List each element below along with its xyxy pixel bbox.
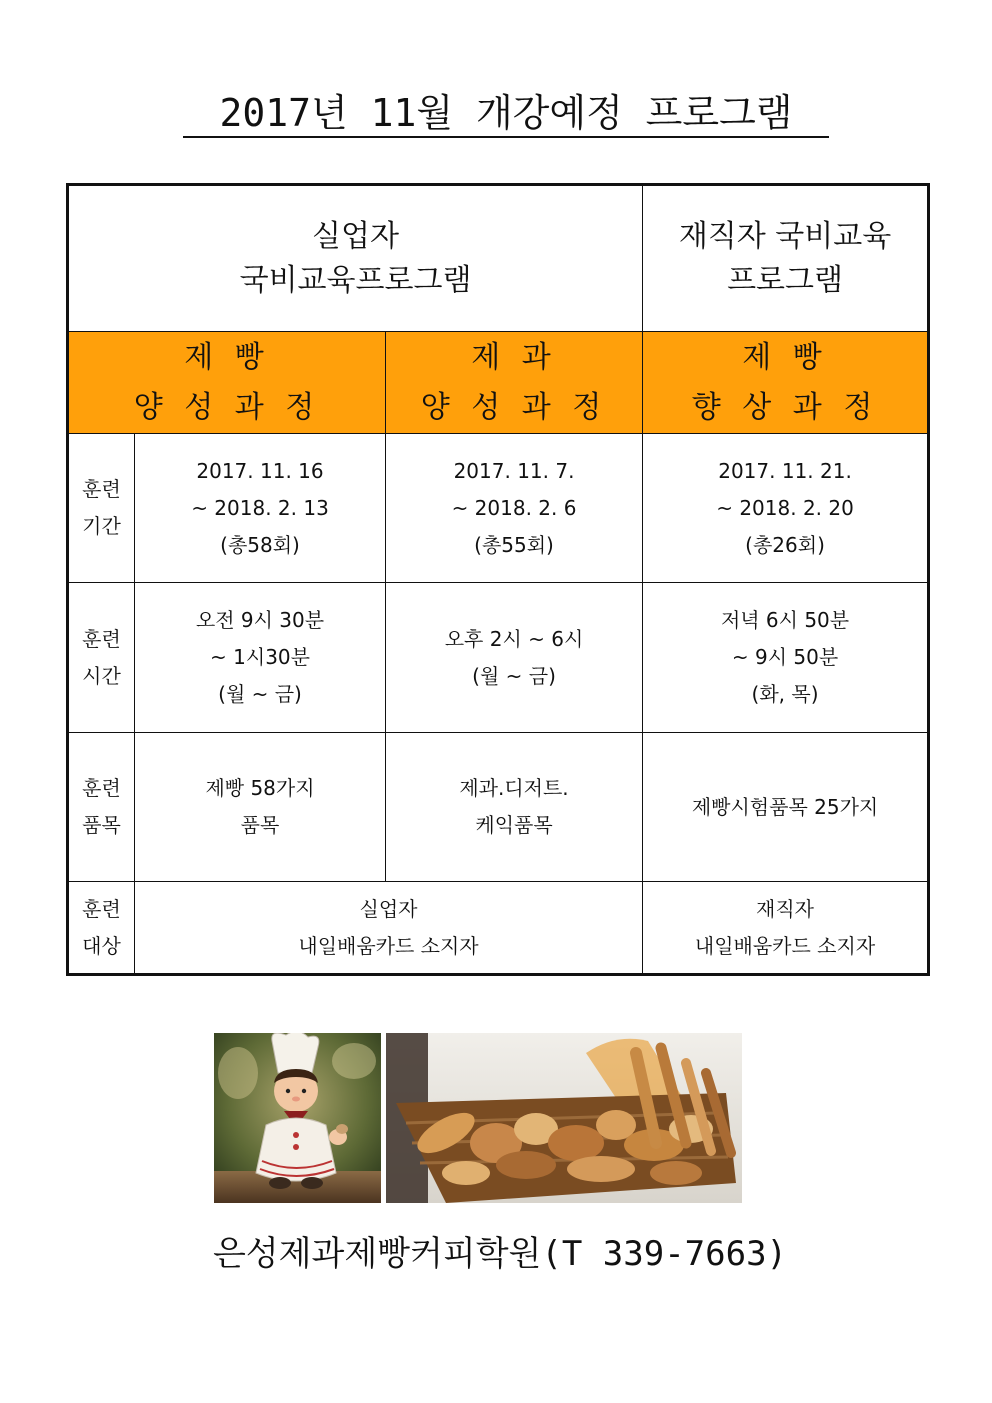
cell-line: 내일배움카드 소지자 — [694, 933, 876, 958]
label-line: 대상 — [82, 933, 121, 958]
course-line: 양 성 과 정 — [133, 389, 321, 425]
header-line: 재직자 국비교육 — [678, 218, 892, 254]
label-line: 훈련 — [82, 477, 121, 501]
training-period-row — [68, 434, 929, 583]
employed-program-header — [643, 185, 929, 332]
photo-strip — [214, 1033, 742, 1203]
cell-line: 제빵시험품목 25가지 — [691, 794, 879, 819]
bread-basket-photo — [386, 1033, 742, 1203]
table-cell — [386, 733, 643, 882]
cell-line: 품목 — [240, 813, 280, 837]
label-line: 품목 — [82, 813, 121, 837]
cell-line: (총26회) — [745, 532, 825, 557]
cell-line: 제과.디저트. — [459, 776, 569, 800]
label-line: 훈련 — [82, 626, 121, 651]
target-employed-cell — [643, 882, 929, 975]
row-label — [68, 733, 135, 882]
course-bread-training — [68, 332, 386, 434]
course-line: 양 성 과 정 — [420, 389, 608, 425]
cell-line: 저녁 6시 50분 — [720, 608, 850, 632]
table-cell — [386, 434, 643, 583]
program-schedule-table — [66, 183, 930, 976]
chef-figurine-photo — [214, 1033, 381, 1203]
header-line: 실업자 — [312, 218, 399, 254]
cell-line: 실업자 — [359, 896, 418, 921]
cell-line: ~ 2018. 2. 6 — [451, 495, 577, 520]
page-title: 2017년 11월 개강예정 프로그램 — [183, 90, 829, 138]
cell-line: ~ 2018. 2. 13 — [191, 495, 329, 520]
course-bread-advanced — [643, 332, 929, 434]
table-cell — [643, 434, 929, 583]
cell-line: 2017. 11. 21. — [718, 458, 852, 483]
table-cell — [643, 583, 929, 733]
label-line: 훈련 — [82, 776, 121, 800]
cell-line: 오후 2시 ~ 6시 — [444, 626, 584, 651]
training-target-row — [68, 882, 929, 975]
course-line: 제 빵 — [742, 339, 828, 375]
cell-line: (화, 목) — [751, 682, 819, 706]
cell-line: (월 ~ 금) — [218, 682, 302, 706]
table-cell — [643, 733, 929, 882]
course-line: 제 과 — [471, 339, 557, 375]
cell-line: 재직자 — [756, 896, 815, 921]
header-line: 프로그램 — [727, 262, 843, 298]
program-group-row — [68, 185, 929, 332]
cell-line: 케익품목 — [475, 813, 553, 837]
cell-line: 내일배움카드 소지자 — [298, 933, 479, 958]
row-label — [68, 583, 135, 733]
academy-contact: 은성제과제빵커피학원(T 339-7663) — [212, 1234, 788, 1274]
label-line: 훈련 — [82, 896, 121, 921]
cell-line: ~ 9시 50분 — [731, 645, 839, 669]
row-label — [68, 434, 135, 583]
cell-line: 2017. 11. 7. — [453, 458, 575, 483]
course-row — [68, 332, 929, 434]
unemployed-program-header — [68, 185, 643, 332]
cell-line: ~ 1시30분 — [210, 645, 310, 669]
header-line: 국비교육프로그램 — [239, 262, 472, 298]
course-line: 향 상 과 정 — [691, 389, 879, 425]
training-time-row — [68, 583, 929, 733]
cell-line: 오전 9시 30분 — [195, 608, 325, 632]
label-line: 시간 — [82, 663, 121, 688]
course-line: 제 빵 — [184, 339, 270, 375]
cell-line: (총58회) — [220, 532, 300, 557]
table-cell — [135, 733, 386, 882]
course-confectionery-training — [386, 332, 643, 434]
cell-line: 2017. 11. 16 — [196, 458, 324, 483]
training-items-row — [68, 733, 929, 882]
label-line: 기간 — [82, 514, 121, 538]
table-cell — [135, 583, 386, 733]
table-cell — [386, 583, 643, 733]
cell-line: ~ 2018. 2. 20 — [716, 495, 854, 520]
cell-line: 제빵 58가지 — [205, 776, 315, 800]
row-label — [68, 882, 135, 975]
target-unemployed-cell — [135, 882, 643, 975]
cell-line: (총55회) — [474, 532, 554, 557]
table-cell — [135, 434, 386, 583]
cell-line: (월 ~ 금) — [472, 663, 556, 688]
